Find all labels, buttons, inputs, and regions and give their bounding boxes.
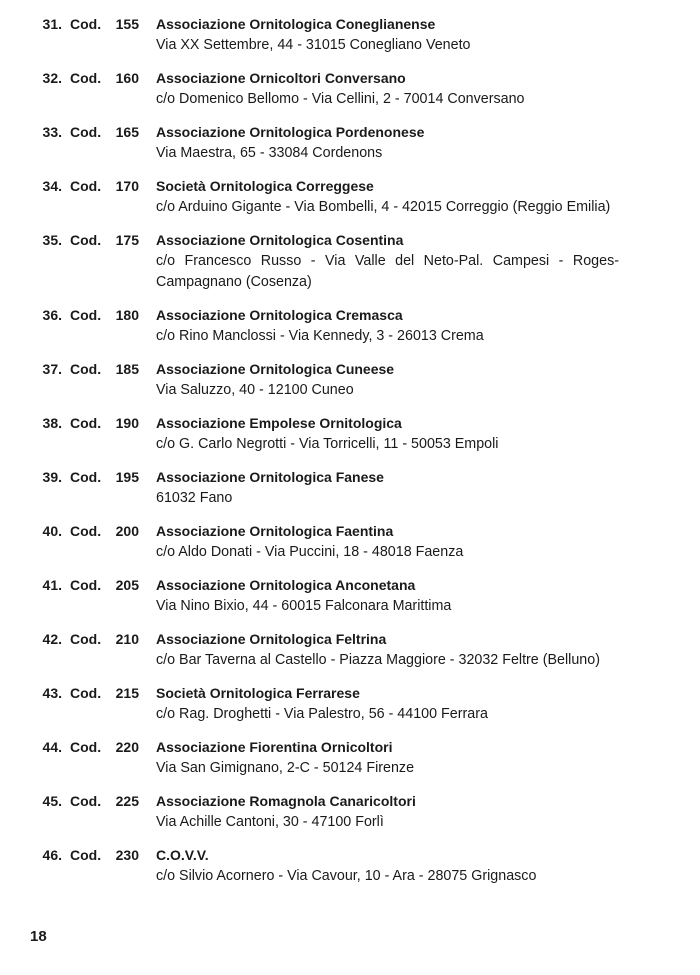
cod-label: Cod. <box>70 361 102 377</box>
cod-label: Cod. <box>70 631 102 647</box>
list-item <box>0 14 700 56</box>
list-item <box>0 68 700 110</box>
association-name: Associazione Ornitologica Cremasca <box>156 307 403 323</box>
entry-body <box>156 521 619 563</box>
association-name: Società Ornitologica Correggese <box>156 178 374 194</box>
list-item <box>0 230 700 293</box>
association-name: Associazione Ornitologica Anconetana <box>156 577 416 593</box>
list-item <box>0 305 700 347</box>
entry-code: 230 <box>115 847 139 863</box>
entry-number: 36. <box>42 307 62 323</box>
association-name: Associazione Fiorentina Ornicoltori <box>156 739 393 755</box>
cod-label: Cod. <box>70 469 102 485</box>
entry-number: 42. <box>42 631 62 647</box>
entry-number: 43. <box>42 685 62 701</box>
list-item <box>0 176 700 218</box>
association-name: Associazione Ornicoltori Conversano <box>156 70 406 86</box>
entry-code: 215 <box>115 685 139 701</box>
cod-label: Cod. <box>70 685 102 701</box>
association-name: Associazione Romagnola Canaricoltori <box>156 793 416 809</box>
entry-body <box>156 413 619 455</box>
association-name: Società Ornitologica Ferrarese <box>156 685 360 701</box>
association-address: Via Achille Cantoni, 30 - 47100 Forlì <box>156 814 384 830</box>
entry-number: 35. <box>42 232 62 248</box>
cod-label: Cod. <box>70 124 102 140</box>
association-address: Via San Gimignano, 2-C - 50124 Firenze <box>156 760 415 776</box>
entry-body <box>156 122 619 164</box>
list-item <box>0 359 700 401</box>
entry-body <box>156 575 619 617</box>
list-item <box>0 845 700 887</box>
entry-number: 31. <box>42 16 62 32</box>
cod-label: Cod. <box>70 16 102 32</box>
cod-label: Cod. <box>70 739 102 755</box>
entry-body <box>156 683 619 725</box>
entry-number: 39. <box>42 469 62 485</box>
association-address: c/o Francesco Russo - Via Valle del Neto-Pal. Campesi - Roges-Campagnano (Cosenza) <box>156 253 619 290</box>
entry-code: 185 <box>115 361 139 377</box>
page-number: 18 <box>30 928 47 945</box>
entry-body <box>156 68 619 110</box>
entry-code: 175 <box>115 232 139 248</box>
list-item <box>0 737 700 779</box>
entry-body <box>156 467 619 509</box>
cod-label: Cod. <box>70 577 102 593</box>
entry-code: 210 <box>115 631 139 647</box>
association-address: c/o Aldo Donati - Via Puccini, 18 - 48018 Faenza <box>156 544 464 560</box>
association-name: Associazione Ornitologica Pordenonese <box>156 124 425 140</box>
cod-label: Cod. <box>70 70 102 86</box>
association-address: c/o Bar Taverna al Castello - Piazza Maggiore - 32032 Feltre (Belluno) <box>156 652 600 668</box>
association-address: Via Maestra, 65 - 33084 Cordenons <box>156 145 383 161</box>
entry-number: 45. <box>42 793 62 809</box>
association-address: c/o Arduino Gigante - Via Bombelli, 4 - 42015 Correggio (Reggio Emilia) <box>156 199 611 215</box>
entry-number: 33. <box>42 124 62 140</box>
association-address: 61032 Fano <box>156 490 233 506</box>
association-address: Via Nino Bixio, 44 - 60015 Falconara Marittima <box>156 598 452 614</box>
entry-code: 225 <box>115 793 139 809</box>
cod-label: Cod. <box>70 847 102 863</box>
association-address: c/o Silvio Acornero - Via Cavour, 10 - Ara - 28075 Grignasco <box>156 868 537 884</box>
list-item <box>0 629 700 671</box>
entry-number: 44. <box>42 739 62 755</box>
cod-label: Cod. <box>70 307 102 323</box>
entry-number: 37. <box>42 361 62 377</box>
entry-number: 34. <box>42 178 62 194</box>
association-name: Associazione Ornitologica Feltrina <box>156 631 387 647</box>
list-item <box>0 122 700 164</box>
cod-label: Cod. <box>70 793 102 809</box>
entry-body <box>156 791 619 833</box>
entry-code: 170 <box>115 178 139 194</box>
cod-label: Cod. <box>70 232 102 248</box>
association-name: Associazione Ornitologica Cuneese <box>156 361 395 377</box>
association-address: c/o Domenico Bellomo - Via Cellini, 2 - 70014 Conversano <box>156 91 525 107</box>
entry-code: 160 <box>115 70 139 86</box>
list-item <box>0 683 700 725</box>
entry-body <box>156 176 619 218</box>
cod-label: Cod. <box>70 415 102 431</box>
entry-code: 205 <box>115 577 139 593</box>
entry-body <box>156 629 619 671</box>
entry-number: 38. <box>42 415 62 431</box>
entry-number: 32. <box>42 70 62 86</box>
entry-code: 195 <box>115 469 139 485</box>
association-address: c/o G. Carlo Negrotti - Via Torricelli, 11 - 50053 Empoli <box>156 436 499 452</box>
entry-body <box>156 845 619 887</box>
entry-body <box>156 359 619 401</box>
cod-label: Cod. <box>70 523 102 539</box>
entry-code: 165 <box>115 124 139 140</box>
entry-body <box>156 230 619 293</box>
entry-code: 220 <box>115 739 139 755</box>
association-name: Associazione Empolese Ornitologica <box>156 415 402 431</box>
list-item <box>0 575 700 617</box>
association-name: Associazione Ornitologica Fanese <box>156 469 384 485</box>
entry-body <box>156 14 619 56</box>
entry-code: 190 <box>115 415 139 431</box>
entry-body <box>156 305 619 347</box>
entry-number: 41. <box>42 577 62 593</box>
entry-number: 40. <box>42 523 62 539</box>
association-address: Via Saluzzo, 40 - 12100 Cuneo <box>156 382 354 398</box>
association-address: c/o Rino Manclossi - Via Kennedy, 3 - 26013 Crema <box>156 328 484 344</box>
entry-number: 46. <box>42 847 62 863</box>
association-name: C.O.V.V. <box>156 847 209 863</box>
association-name: Associazione Ornitologica Faentina <box>156 523 394 539</box>
association-address: c/o Rag. Droghetti - Via Palestro, 56 - 44100 Ferrara <box>156 706 488 722</box>
entry-body <box>156 737 619 779</box>
association-address: Via XX Settembre, 44 - 31015 Conegliano Veneto <box>156 37 471 53</box>
list-item <box>0 413 700 455</box>
list-item <box>0 521 700 563</box>
list-item <box>0 791 700 833</box>
cod-label: Cod. <box>70 178 102 194</box>
entry-code: 180 <box>115 307 139 323</box>
list-item <box>0 467 700 509</box>
association-name: Associazione Ornitologica Cosentina <box>156 232 404 248</box>
entry-code: 200 <box>115 523 139 539</box>
association-name: Associazione Ornitologica Coneglianense <box>156 16 436 32</box>
entry-code: 155 <box>115 16 139 32</box>
association-list <box>0 14 700 899</box>
